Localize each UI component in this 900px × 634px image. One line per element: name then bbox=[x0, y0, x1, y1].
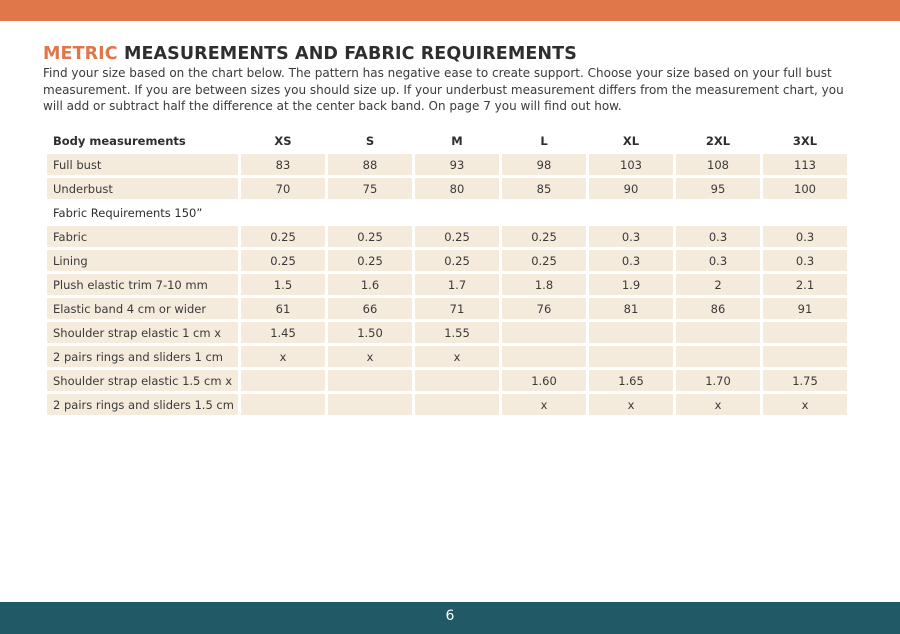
table-row bbox=[47, 250, 847, 271]
requirement-cell: x bbox=[502, 394, 586, 415]
row-label: Full bust bbox=[47, 154, 238, 175]
size-header: M bbox=[451, 133, 463, 148]
table-row bbox=[47, 178, 847, 199]
requirement-cell: 0.25 bbox=[502, 226, 586, 247]
requirement-cell: 0.25 bbox=[502, 250, 586, 271]
measurement-cell: 108 bbox=[676, 154, 760, 175]
requirement-cell: 0.25 bbox=[415, 250, 499, 271]
row-label: Elastic band 4 cm or wider bbox=[47, 298, 238, 319]
table-row bbox=[47, 154, 847, 175]
requirement-cell: 1.65 bbox=[589, 370, 673, 391]
row-label: Lining bbox=[47, 250, 238, 271]
requirement-cell: 66 bbox=[328, 298, 412, 319]
requirement-cell: 0.3 bbox=[589, 226, 673, 247]
table-row bbox=[47, 226, 847, 247]
measurement-cell: 80 bbox=[415, 178, 499, 199]
requirement-cell bbox=[328, 394, 412, 415]
requirement-cell bbox=[328, 370, 412, 391]
measurement-cell: 85 bbox=[502, 178, 586, 199]
size-chart-body bbox=[47, 130, 847, 415]
requirement-cell bbox=[589, 346, 673, 367]
requirement-cell: x bbox=[415, 346, 499, 367]
requirement-cell: 1.8 bbox=[502, 274, 586, 295]
requirement-cell: 0.25 bbox=[241, 226, 325, 247]
requirement-cell bbox=[415, 394, 499, 415]
table-row bbox=[47, 370, 847, 391]
measurement-cell: 90 bbox=[589, 178, 673, 199]
requirement-cell bbox=[241, 394, 325, 415]
title-rest: MEASUREMENTS AND FABRIC REQUIREMENTS bbox=[117, 44, 577, 64]
size-header: S bbox=[365, 133, 375, 148]
row-label: 2 pairs rings and sliders 1.5 cm bbox=[47, 394, 238, 415]
measurement-cell: 113 bbox=[763, 154, 847, 175]
size-header: L bbox=[540, 133, 548, 148]
requirement-cell: 2.1 bbox=[763, 274, 847, 295]
intro-paragraph: Find your size based on the chart below. The pattern has negative ease to create support. Choose your size based on your full bust measurement. If you are between sizes you should size up. If your underbust measurement differs from the measurement chart, you will add or subtract half the difference at the center back band. On page 7 you will find out how. bbox=[43, 66, 844, 113]
requirement-cell: 86 bbox=[676, 298, 760, 319]
requirement-cell: x bbox=[763, 394, 847, 415]
page-title bbox=[43, 44, 577, 64]
requirement-cell: 1.9 bbox=[589, 274, 673, 295]
table-row bbox=[47, 394, 847, 415]
measurement-cell: 100 bbox=[763, 178, 847, 199]
size-header: 3XL bbox=[792, 133, 818, 148]
requirement-cell bbox=[763, 322, 847, 343]
requirement-cell bbox=[676, 322, 760, 343]
requirement-cell: x bbox=[328, 346, 412, 367]
requirement-cell bbox=[241, 370, 325, 391]
requirement-cell: 1.7 bbox=[415, 274, 499, 295]
requirement-cell: 2 bbox=[676, 274, 760, 295]
requirement-cell: x bbox=[589, 394, 673, 415]
row-label: Shoulder strap elastic 1 cm x bbox=[47, 322, 238, 343]
row-label: Fabric bbox=[47, 226, 238, 247]
requirement-cell: 0.3 bbox=[763, 226, 847, 247]
page-number: 6 bbox=[445, 608, 455, 624]
requirement-cell: 0.3 bbox=[589, 250, 673, 271]
requirement-cell bbox=[589, 322, 673, 343]
row-label: 2 pairs rings and sliders 1 cm bbox=[47, 346, 238, 367]
requirement-cell: x bbox=[241, 346, 325, 367]
requirement-cell: 1.50 bbox=[328, 322, 412, 343]
measurement-cell: 75 bbox=[328, 178, 412, 199]
requirement-cell bbox=[502, 346, 586, 367]
requirement-cell: 1.6 bbox=[328, 274, 412, 295]
row-label: Underbust bbox=[47, 178, 238, 199]
measurement-cell: 83 bbox=[241, 154, 325, 175]
size-chart-table bbox=[44, 127, 850, 418]
requirement-cell: 0.25 bbox=[241, 250, 325, 271]
table-row bbox=[47, 322, 847, 343]
table-row bbox=[47, 346, 847, 367]
size-header: XS bbox=[274, 133, 292, 148]
measurement-cell: 93 bbox=[415, 154, 499, 175]
requirement-cell: 0.3 bbox=[676, 226, 760, 247]
requirement-cell: 1.55 bbox=[415, 322, 499, 343]
row-label: Plush elastic trim 7-10 mm bbox=[47, 274, 238, 295]
measurement-cell: 98 bbox=[502, 154, 586, 175]
requirement-cell: 71 bbox=[415, 298, 499, 319]
table-header-row bbox=[47, 130, 847, 151]
measurement-cell: 88 bbox=[328, 154, 412, 175]
requirement-cell: x bbox=[676, 394, 760, 415]
requirement-cell: 1.60 bbox=[502, 370, 586, 391]
requirement-cell: 0.25 bbox=[328, 226, 412, 247]
fabric-section-label: Fabric Requirements 150” bbox=[53, 205, 203, 220]
requirement-cell: 1.75 bbox=[763, 370, 847, 391]
requirement-cell bbox=[415, 370, 499, 391]
table-row bbox=[47, 298, 847, 319]
requirement-cell bbox=[502, 322, 586, 343]
requirement-cell: 81 bbox=[589, 298, 673, 319]
requirement-cell: 0.3 bbox=[763, 250, 847, 271]
requirement-cell: 91 bbox=[763, 298, 847, 319]
row-label: Shoulder strap elastic 1.5 cm x bbox=[47, 370, 238, 391]
requirement-cell: 0.25 bbox=[415, 226, 499, 247]
requirement-cell: 1.70 bbox=[676, 370, 760, 391]
size-header: XL bbox=[622, 133, 640, 148]
fabric-section-row bbox=[47, 202, 847, 223]
requirement-cell bbox=[676, 346, 760, 367]
requirement-cell: 1.45 bbox=[241, 322, 325, 343]
measurement-cell: 103 bbox=[589, 154, 673, 175]
measurement-cell: 70 bbox=[241, 178, 325, 199]
requirement-cell: 1.5 bbox=[241, 274, 325, 295]
requirement-cell bbox=[763, 346, 847, 367]
requirement-cell: 76 bbox=[502, 298, 586, 319]
size-header: 2XL bbox=[705, 133, 731, 148]
measurement-cell: 95 bbox=[676, 178, 760, 199]
requirement-cell: 0.25 bbox=[328, 250, 412, 271]
title-accent: METRIC bbox=[43, 44, 118, 64]
requirement-cell: 0.3 bbox=[676, 250, 760, 271]
table-row bbox=[47, 274, 847, 295]
top-accent-bar bbox=[0, 0, 900, 21]
requirement-cell: 61 bbox=[241, 298, 325, 319]
header-label: Body measurements bbox=[53, 133, 186, 148]
